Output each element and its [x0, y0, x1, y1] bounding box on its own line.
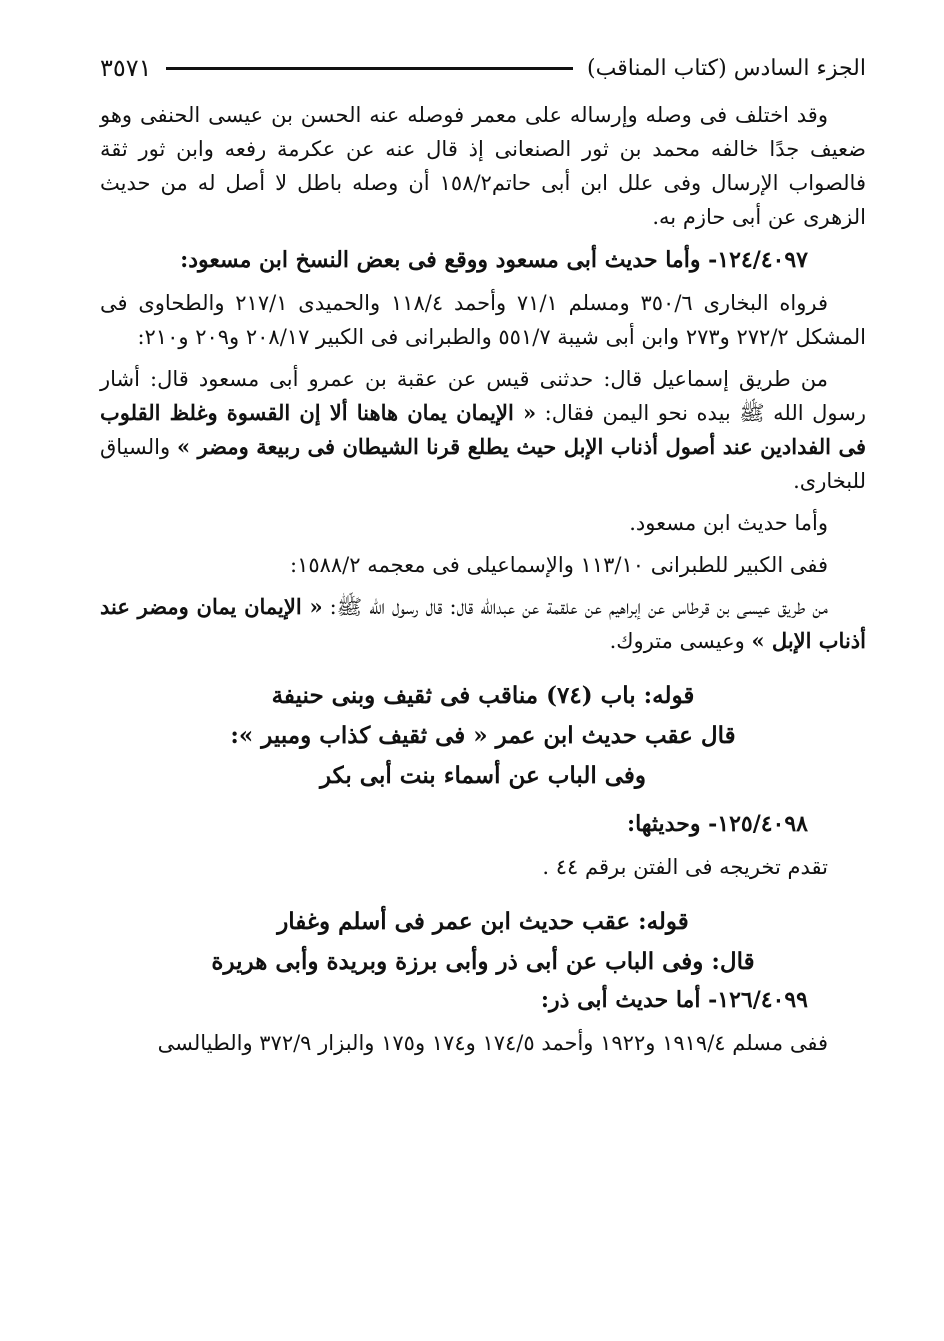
hadith-heading-4098: ١٢٥/٤٠٩٨- وحديثها:	[626, 811, 808, 837]
paragraph-6-note: وعيسى متروك.	[609, 629, 752, 653]
section-heading-aslam-ghifar: قوله: عقب حديث ابن عمر فى أسلم وغفار	[277, 908, 689, 935]
paragraph-3-hadith-text: « الإيمان يمان هاهنا ألا إن القسوة وغلظ القلوب فى الفدادين عند أصول أذناب الإبل حيث يطلع قرنا الشيطان فى ربيعة ومضر »	[100, 400, 867, 459]
page-header	[100, 48, 866, 88]
paragraph-1: وقد اختلف فى وصله وإرساله على معمر فوصله عنه الحسن بن عيسى الحنفى وهو ضعيف جدًا خالفه محمد بن ثور الصنعانى إذ قال عنه عن عكرمة رفعه وابن ثور ثقة فالصواب الإرسال وفى علل ابن أبى حاتم١٥٨/٢ أن وصله باطل لا أصل له من حديث الزهرى عن أبى حازم به.	[100, 103, 866, 229]
paragraph-2: فرواه البخارى ٣٥٠/٦ ومسلم ٧١/١ وأحمد ١١٨/٤ والحميدى ٢١٧/١ والطحاوى فى المشكل ٢٧٢/٢ و٢٧٣ وابن أبى شيبة ٥٥١/٧ والطبرانى فى الكبير ٢٠٨/١٧ و٢٠٩ و٢١٠:	[100, 291, 866, 349]
spacer	[100, 666, 866, 676]
spacer	[100, 796, 866, 806]
paragraph-8: ففى مسلم ١٩١٩/٤ و١٩٢٢ وأحمد ١٧٤/٥ و١٧٤ و١٧٥ والبزار ٣٧٢/٩ والطيالسى	[157, 1031, 828, 1055]
chapter-heading-74: قوله: باب (٧٤) مناقب فى ثقيف وبنى حنيفة	[271, 682, 695, 709]
paragraph-6-isnad: من طريق عيسى بن قرطاس عن إبراهيم عن علقمة عن عبدالله قال: قال رسول الله ﷺ:	[322, 595, 828, 619]
paragraph-4: وأما حديث ابن مسعود.	[629, 511, 828, 535]
paragraph-5: ففى الكبير للطبرانى ١١٣/١٠ والإسماعيلى فى معجمه ١٥٨٨/٢:	[289, 553, 828, 577]
page-number: ٣٥٧١	[100, 54, 152, 82]
section-heading-thaqif: قال عقب حديث ابن عمر « فى ثقيف كذاب ومبير »:	[230, 722, 736, 749]
spacer	[100, 892, 866, 902]
hadith-heading-4097: ١٢٤/٤٠٩٧- وأما حديث أبى مسعود ووقع فى بعض النسخ ابن مسعود:	[180, 247, 808, 273]
paragraph-3	[100, 362, 866, 498]
page-body	[100, 98, 866, 1068]
paragraph-6	[100, 590, 866, 658]
section-heading-asma: وفى الباب عن أسماء بنت أبى بكر	[319, 762, 646, 789]
paragraph-3-isnad: من طريق إسماعيل قال: حدثنى قيس عن عقبة بن عمرو أبى مسعود قال: أشار رسول الله ﷺ بيده نحو اليمن فقال:	[100, 367, 866, 425]
paragraph-3-note: والسياق للبخارى.	[100, 435, 866, 493]
hadith-heading-4099: ١٢٦/٤٠٩٩- أما حديث أبى ذر:	[540, 987, 808, 1013]
section-heading-abu-dhar: قال: وفى الباب عن أبى ذر وأبى برزة وبريدة وأبى هريرة	[211, 948, 755, 975]
paragraph-6-hadith-text: « الإيمان يمان ومضر عند أذناب الإبل »	[100, 594, 866, 653]
running-title: الجزء السادس (كتاب المناقب)	[587, 55, 866, 81]
header-rule	[166, 67, 573, 70]
paragraph-7: تقدم تخريجه فى الفتن برقم ٤٤ .	[542, 855, 828, 879]
